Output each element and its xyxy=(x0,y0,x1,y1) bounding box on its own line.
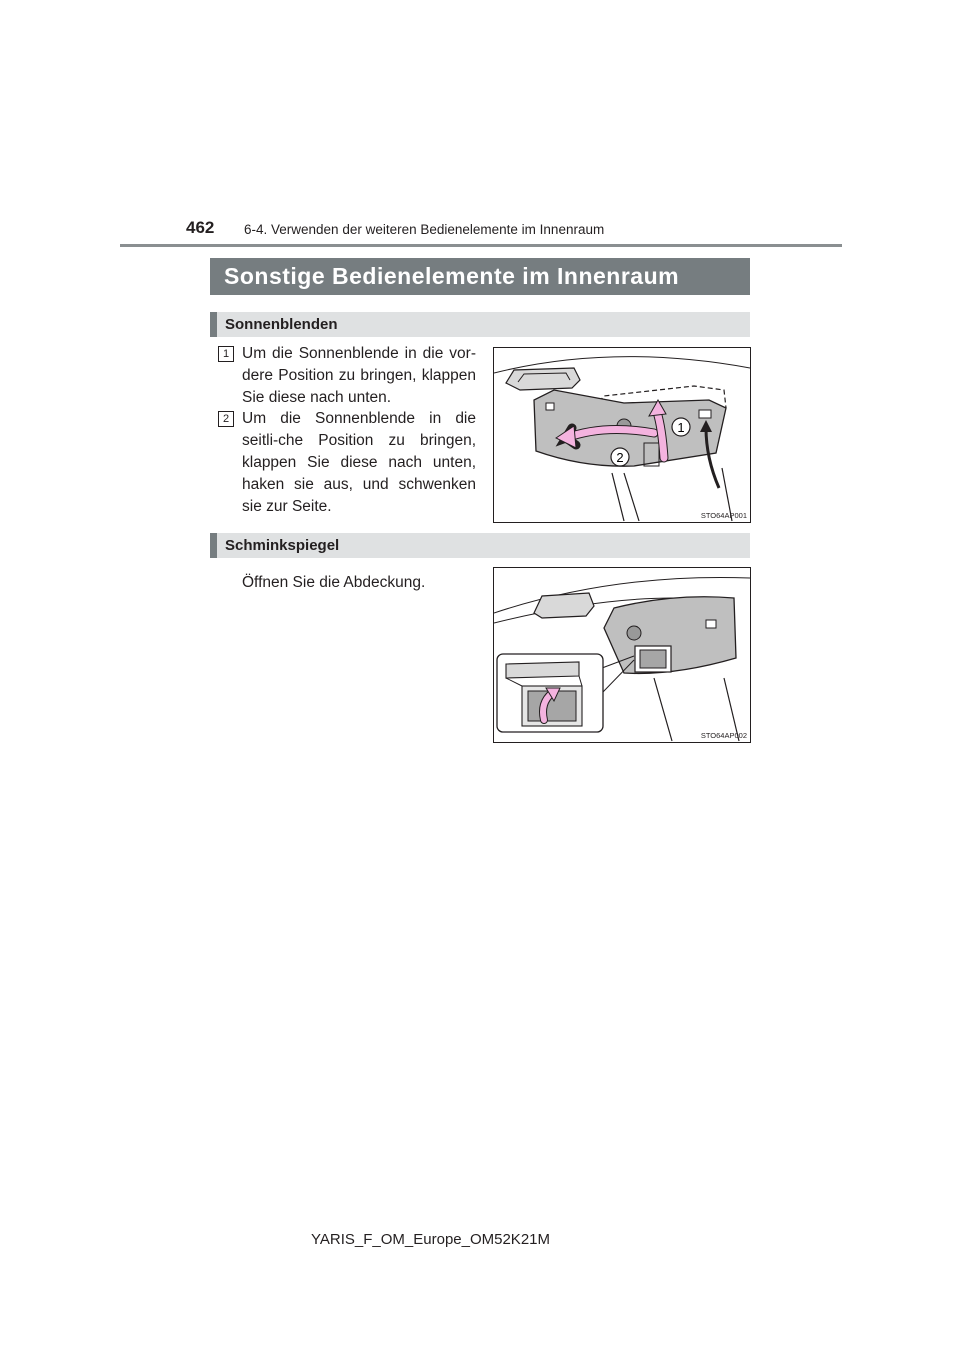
sun-visor-figure xyxy=(493,347,751,523)
figure-code-2: STO64AP002 xyxy=(700,731,747,740)
step-text-1: Um die Sonnenblende in die vor-dere Position zu bringen, klappen Sie diese nach unten. xyxy=(242,345,476,406)
figure-code-1: STO64AP001 xyxy=(700,511,747,520)
running-header: 6-4. Verwenden der weiteren Bedienelemente im Innenraum xyxy=(244,222,605,237)
step-number-1: 1 xyxy=(218,346,234,362)
callout-2: 2 xyxy=(616,450,624,465)
step-1 xyxy=(218,343,476,409)
vanity-mirror-figure xyxy=(493,567,751,743)
step-number-2: 2 xyxy=(218,411,234,427)
vanity-mirror-illustration xyxy=(494,568,750,742)
subsection-heading-vanity-mirror: Schminkspiegel xyxy=(210,533,750,558)
section-title: Sonstige Bedienelemente im Innenraum xyxy=(210,258,750,295)
subsection-heading-sun-visors: Sonnenblenden xyxy=(210,312,750,337)
page-number: 462 xyxy=(186,218,215,237)
sun-visor-illustration xyxy=(494,348,750,522)
document-footer: YARIS_F_OM_Europe_OM52K21M xyxy=(311,1231,550,1248)
callout-1: 1 xyxy=(677,420,685,435)
vanity-mirror-instruction: Öffnen Sie die Abdeckung. xyxy=(242,574,426,591)
step-2 xyxy=(218,408,476,518)
header-rule xyxy=(120,244,842,247)
step-text-2: Um die Sonnenblende in die seitli-che Position zu bringen, klappen Sie diese nach unten, haken sie aus, und schwenken sie zur Seite. xyxy=(242,410,476,515)
